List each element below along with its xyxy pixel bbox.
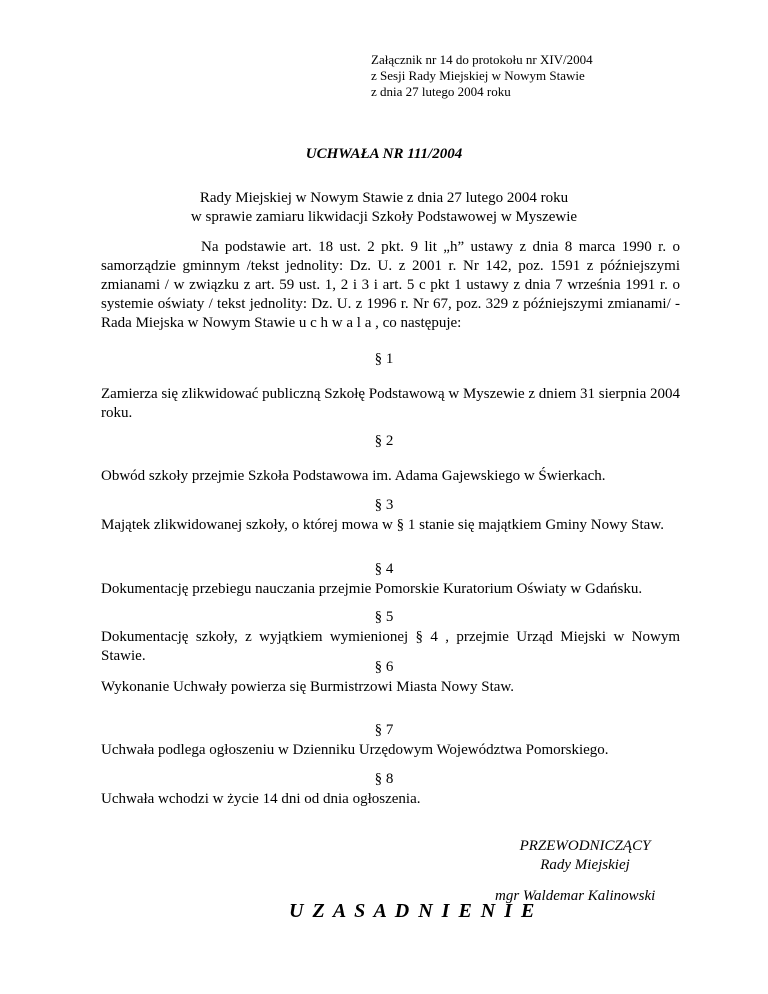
intro-paragraph: Na podstawie art. 18 ust. 2 pkt. 9 lit „h” ustawy z dnia 8 marca 1990 r. o samorządzie gminnym /tekst jednolity: Dz. U. z 2001 r. Nr 142, poz. 1591 z późniejszymi zmianami / w związku z art. 59 ust. 1, 2 i 3 i art. 5 c pkt 1 ustawy z dnia 7 września 1991 r. o systemie oświaty / tekst jednolity: Dz. U. z 1996 r. Nr 67, poz. 329 z późniejszymi zmianami/ - Rada Miejska w Nowym Stawie u c h w a l a , co następuje: — [101, 239, 680, 331]
signature-body: Rady Miejskiej — [540, 857, 630, 873]
section-text-4: Dokumentację przebiegu nauczania przejmie Pomorskie Kuratorium Oświaty w Gdańsku. — [101, 581, 643, 597]
section-sign-1: § 1 — [374, 351, 394, 367]
section-text-7: Uchwała podlega ogłoszeniu w Dzienniku Urzędowym Województwa Pomorskiego. — [101, 742, 609, 758]
section-text-8: Uchwała wchodzi w życie 14 dni od dnia ogłoszenia. — [101, 791, 421, 807]
subtitle-line-2: w sprawie zamiaru likwidacji Szkoły Podstawowej w Myszewie — [190, 209, 578, 225]
section-sign-2: § 2 — [374, 433, 394, 449]
subtitle-line-1: Rady Miejskiej w Nowym Stawie z dnia 27 lutego 2004 roku — [199, 190, 569, 206]
section-text-3: Majątek zlikwidowanej szkoły, o której mowa w § 1 stanie się majątkiem Gminy Nowy Staw. — [101, 517, 664, 533]
justification-heading: U Z A S A D N I E N I E — [289, 900, 537, 922]
annex-line-3: z dnia 27 lutego 2004 roku — [371, 84, 511, 99]
resolution-subtitle — [0, 189, 768, 227]
section-sign-8: § 8 — [374, 771, 394, 787]
annex-line-2: z Sesji Rady Miejskiej w Nowym Stawie — [371, 68, 585, 83]
signature-role: PRZEWODNICZĄCY — [519, 838, 651, 854]
section-text-1: Zamierza się zlikwidować publiczną Szkołę Podstawową w Myszewie z dniem 31 sierpnia 2004 roku. — [101, 386, 681, 421]
section-sign-5: § 5 — [374, 609, 394, 625]
section-text-6: Wykonanie Uchwały powierza się Burmistrzowi Miasta Nowy Staw. — [101, 679, 515, 695]
annex-line-1: Załącznik nr 14 do protokołu nr XIV/2004 — [371, 52, 593, 67]
signature-name: mgr Waldemar Kalinowski — [495, 888, 656, 904]
section-text-5: Dokumentację szkoły, z wyjątkiem wymienionej § 4 , przejmie Urząd Miejski w Nowym Stawie. — [101, 629, 680, 664]
resolution-title: UCHWAŁA NR 111/2004 — [305, 146, 463, 162]
section-sign-6: § 6 — [374, 659, 394, 675]
section-text-2: Obwód szkoły przejmie Szkoła Podstawowa im. Adama Gajewskiego w Świerkach. — [101, 468, 606, 484]
section-sign-3: § 3 — [374, 497, 394, 513]
section-sign-4: § 4 — [374, 561, 394, 577]
annex-note — [371, 52, 593, 100]
section-sign-7: § 7 — [374, 722, 394, 738]
